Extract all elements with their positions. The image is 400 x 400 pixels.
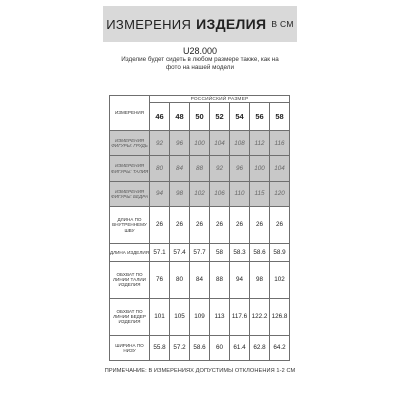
table-cell: 88 <box>190 156 210 181</box>
table-cell: 94 <box>150 181 170 206</box>
table-cell: 98 <box>250 261 270 298</box>
table-cell: 84 <box>190 261 210 298</box>
row-label: ИЗМЕРЕНИЯ ФИГУРЫ: БЕДРА <box>110 181 150 206</box>
table-cell: 100 <box>190 131 210 156</box>
table-cell: 92 <box>210 156 230 181</box>
table-row <box>110 181 290 206</box>
table-cell: 115 <box>250 181 270 206</box>
table-cell: 117.6 <box>230 298 250 335</box>
table-row <box>110 131 290 156</box>
table-cell: 80 <box>170 261 190 298</box>
table-cell: 92 <box>150 131 170 156</box>
table-cell: 96 <box>170 131 190 156</box>
group-header: РОССИЙСКИЙ РАЗМЕР <box>150 96 290 103</box>
size-header: 48 <box>170 103 190 131</box>
size-header: 50 <box>190 103 210 131</box>
table-cell: 26 <box>270 207 290 244</box>
table-cell: 57.7 <box>190 243 210 261</box>
table-cell: 96 <box>230 156 250 181</box>
table-cell: 122.2 <box>250 298 270 335</box>
size-header: 54 <box>230 103 250 131</box>
table-cell: 57.1 <box>150 243 170 261</box>
table-cell: 26 <box>190 207 210 244</box>
table-cell: 60 <box>210 335 230 360</box>
title-part-measurements: ИЗМЕРЕНИЯ <box>106 16 192 32</box>
title-banner <box>103 6 297 42</box>
table-cell: 58 <box>210 243 230 261</box>
row-label: ИЗМЕРЕНИЯ ФИГУРЫ: ТАЛИЯ <box>110 156 150 181</box>
table-row <box>110 335 290 360</box>
table-cell: 26 <box>150 207 170 244</box>
table-cell: 126.8 <box>270 298 290 335</box>
table-cell: 94 <box>230 261 250 298</box>
table-cell: 102 <box>190 181 210 206</box>
row-label: ШИРИНА ПО НИЗУ <box>110 335 150 360</box>
table-cell: 116 <box>270 131 290 156</box>
size-table <box>109 95 290 361</box>
row-label: ОБХВАТ ПО ЛИНИИ БЕДЕР ИЗДЕЛИЯ <box>110 298 150 335</box>
table-cell: 58.6 <box>190 335 210 360</box>
size-header: 58 <box>270 103 290 131</box>
table-cell: 109 <box>190 298 210 335</box>
table-cell: 26 <box>210 207 230 244</box>
table-cell: 110 <box>230 181 250 206</box>
table-cell: 98 <box>170 181 190 206</box>
table-cell: 76 <box>150 261 170 298</box>
title-part-unit: В СМ <box>271 19 294 29</box>
table-cell: 57.4 <box>170 243 190 261</box>
table-cell: 26 <box>170 207 190 244</box>
row-label: ДЛИНА ИЗДЕЛИЯ <box>110 243 150 261</box>
table-cell: 106 <box>210 181 230 206</box>
size-table-body <box>110 131 290 361</box>
size-header: 52 <box>210 103 230 131</box>
table-cell: 26 <box>250 207 270 244</box>
table-row <box>110 261 290 298</box>
size-header: 46 <box>150 103 170 131</box>
table-cell: 88 <box>210 261 230 298</box>
table-cell: 64.2 <box>270 335 290 360</box>
table-cell: 62.8 <box>250 335 270 360</box>
table-row <box>110 243 290 261</box>
table-row <box>110 156 290 181</box>
size-header: 56 <box>250 103 270 131</box>
table-row <box>110 207 290 244</box>
fit-note: Изделие будет сидеть в любом размере также, как на фото на нашей модели <box>121 56 279 71</box>
table-cell: 104 <box>210 131 230 156</box>
table-cell: 102 <box>270 261 290 298</box>
table-cell: 112 <box>250 131 270 156</box>
footnote: ПРИМЕЧАНИЕ: В ИЗМЕРЕНИЯХ ДОПУСТИМЫ ОТКЛОНЕНИЯ 1-2 СМ <box>104 368 296 374</box>
table-cell: 61.4 <box>230 335 250 360</box>
table-cell: 120 <box>270 181 290 206</box>
table-cell: 101 <box>150 298 170 335</box>
table-cell: 58.9 <box>270 243 290 261</box>
row-label: ДЛИНА ПО ВНУТРЕННЕМУ ШВУ <box>110 207 150 244</box>
table-row <box>110 298 290 335</box>
table-cell: 105 <box>170 298 190 335</box>
table-cell: 58.3 <box>230 243 250 261</box>
table-cell: 55.8 <box>150 335 170 360</box>
table-cell: 84 <box>170 156 190 181</box>
title-part-product: ИЗДЕЛИЯ <box>196 16 267 32</box>
table-cell: 26 <box>230 207 250 244</box>
product-sku: U28.000 <box>182 46 218 56</box>
row-label: ОБХВАТ ПО ЛИНИИ ТАЛИИ ИЗДЕЛИЯ <box>110 261 150 298</box>
table-cell: 104 <box>270 156 290 181</box>
table-cell: 58.6 <box>250 243 270 261</box>
size-table-header <box>110 96 290 131</box>
table-cell: 80 <box>150 156 170 181</box>
table-cell: 57.2 <box>170 335 190 360</box>
table-cell: 108 <box>230 131 250 156</box>
table-cell: 100 <box>250 156 270 181</box>
table-cell: 113 <box>210 298 230 335</box>
row-label: ИЗМЕРЕНИЯ ФИГУРЫ: ГРУДЬ <box>110 131 150 156</box>
corner-label: ИЗМЕРЕНИЯ <box>110 96 150 131</box>
